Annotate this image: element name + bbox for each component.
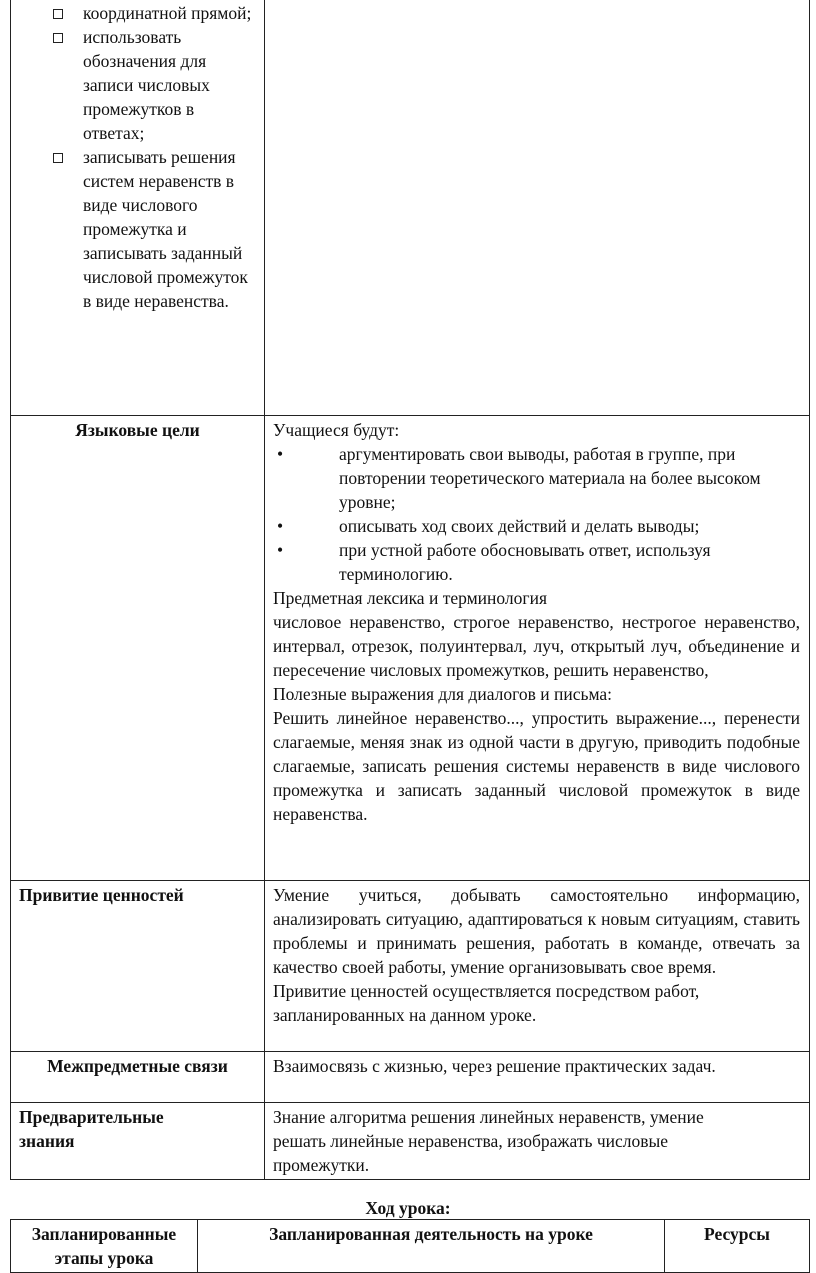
interdisciplinary-row <box>11 1052 810 1103</box>
phrases-title: Полезные выражения для диалогов и письма: <box>273 684 613 704</box>
checkbox-square-icon <box>53 153 63 163</box>
list-item-text: описывать ход своих действий и делать выводы; <box>339 516 700 536</box>
prior-knowledge-content <box>265 1103 810 1180</box>
language-goals-content <box>265 416 810 881</box>
list-item <box>273 538 800 586</box>
goals-list-cell <box>11 0 265 416</box>
list-item-text: координатной прямой; <box>83 3 252 23</box>
goals-row <box>11 0 810 416</box>
bullet-icon: • <box>277 540 284 560</box>
values-content <box>265 881 810 1052</box>
header-planned-stages-text: Запланированные этапы урока <box>31 1224 177 1268</box>
list-item <box>11 25 259 145</box>
prior-knowledge-label-text: Предварительные знания <box>19 1107 164 1151</box>
values-row <box>11 881 810 1052</box>
list-item-text: использовать обозначения для записи числовых промежутков в ответах; <box>83 27 210 143</box>
bullet-icon: • <box>277 444 284 464</box>
lesson-flow-table <box>10 1219 810 1273</box>
header-planned-activity <box>198 1220 665 1273</box>
checkbox-square-icon <box>53 33 63 43</box>
prior-knowledge-label <box>11 1103 265 1180</box>
lesson-flow-title: Ход урока: <box>365 1198 451 1218</box>
list-item <box>11 145 259 313</box>
vocab-title: Предметная лексика и терминология <box>273 588 547 608</box>
values-text: Умение учиться, добывать самостоятельно информацию, анализировать ситуацию, адаптироваться к новым ситуациям, ставить проблемы и принимать решения, работать в команде, отвечать за качество своей работы, умение организовывать свое время. <box>273 885 800 977</box>
language-goals-label: Языковые цели <box>11 416 265 881</box>
checkbox-square-icon <box>53 9 63 19</box>
header-resources-text: Ресурсы <box>704 1224 770 1244</box>
list-item-text: аргументировать свои выводы, работая в группе, при повторении теоретического материала на более высоком уровне; <box>339 444 761 512</box>
list-item-text: записывать решения систем неравенств в виде числового промежутка и записывать заданный числовой промежуток в виде неравенства. <box>83 147 248 311</box>
lesson-flow-header-row <box>11 1220 810 1273</box>
header-planned-stages <box>11 1220 198 1273</box>
values-label: Привитие ценностей <box>11 881 265 1052</box>
interdisciplinary-content <box>265 1052 810 1103</box>
list-item <box>273 514 800 538</box>
language-goals-intro: Учащиеся будут: <box>273 420 400 440</box>
header-resources <box>665 1220 810 1273</box>
header-planned-activity-text: Запланированная деятельность на уроке <box>269 1224 593 1244</box>
goals-list <box>11 0 264 313</box>
prior-knowledge-row <box>11 1103 810 1180</box>
vocab-text: числовое неравенство, строгое неравенство, нестрогое неравенство, интервал, отрезок, полуинтервал, луч, открытый луч, объединение и пересечение числовых промежутков, решить неравенство, <box>273 612 800 680</box>
phrases-text: Решить линейное неравенство..., упростить выражение..., перенести слагаемые, меняя знак из одной части в другую, приводить подобные слагаемые, записать решения системы неравенств в виде числового промежутка и записать заданный числовой промежуток в виде неравенства. <box>273 708 800 824</box>
interdisciplinary-label: Межпредметные связи <box>11 1052 265 1103</box>
prior-knowledge-text: Знание алгоритма решения линейных неравенств, умение решать линейные неравенства, изображать числовые промежутки. <box>273 1107 704 1175</box>
goals-empty-cell <box>265 0 810 416</box>
language-goals-row <box>11 416 810 881</box>
bullet-icon: • <box>277 516 284 536</box>
list-item <box>11 1 259 25</box>
lesson-plan-table <box>10 0 810 1180</box>
list-item <box>273 442 800 514</box>
values-note: Привитие ценностей осуществляется посредством работ, запланированных на данном уроке. <box>273 981 700 1025</box>
interdisciplinary-text: Взаимосвязь с жизнью, через решение практических задач. <box>273 1056 716 1076</box>
list-item-text: при устной работе обосновывать ответ, используя терминологию. <box>339 540 711 584</box>
